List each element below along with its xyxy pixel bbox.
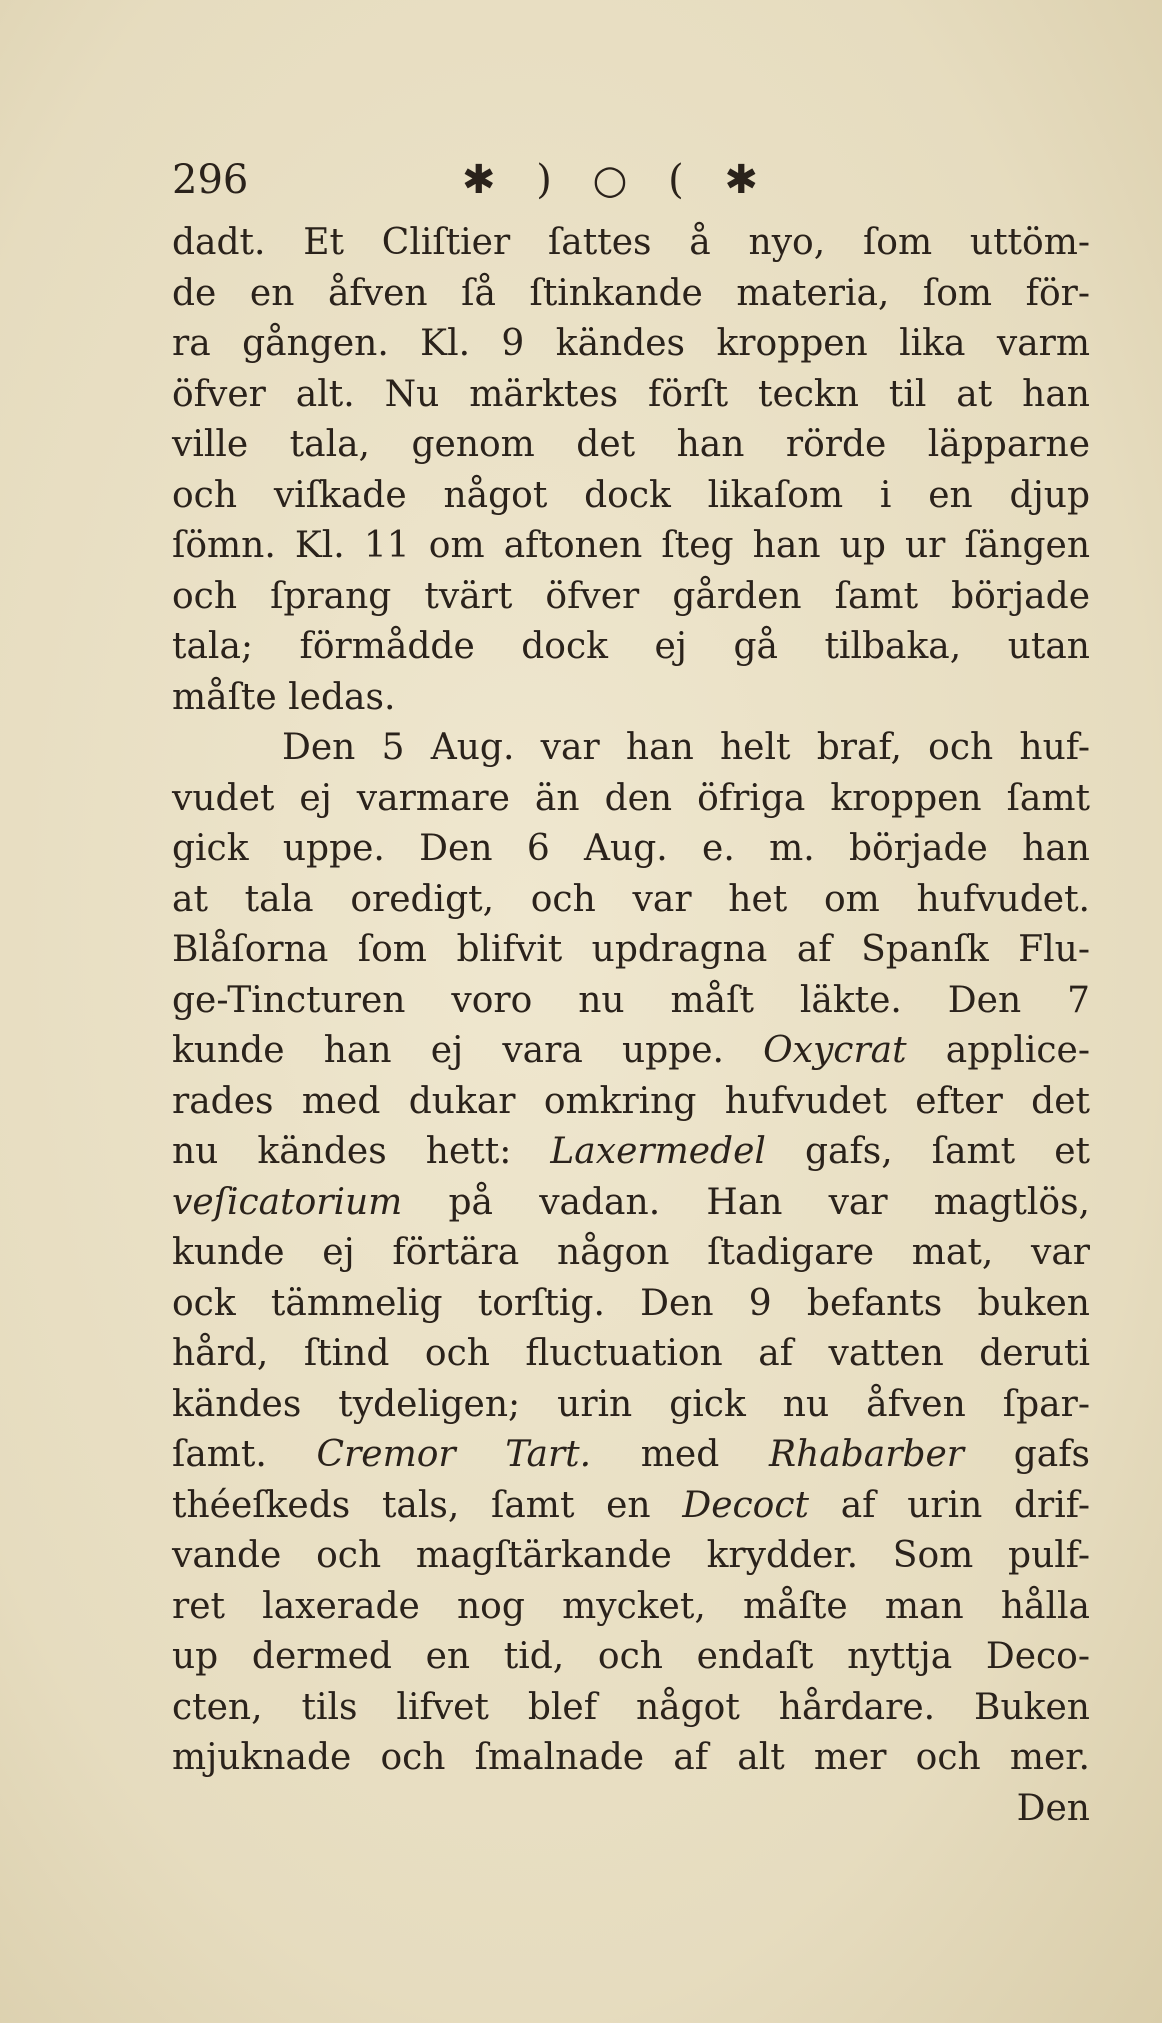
text-segment: på vadan. Han var magtlös, bbox=[448, 1181, 1090, 1223]
text-line: och ſprang tvärt öfver gården ſamt började bbox=[172, 575, 1090, 617]
text-segment: gafs bbox=[1013, 1434, 1090, 1475]
text-segment: gafs, ſamt et bbox=[804, 1131, 1090, 1172]
text-line: vudet ej varmare än den öfriga kroppen ſamt bbox=[172, 777, 1090, 819]
latin-term: Oxycrat bbox=[763, 1030, 907, 1071]
text-line bbox=[172, 1481, 1090, 1532]
text-line: vande och magſtärkande krydder. Som pulf- bbox=[172, 1535, 1090, 1576]
text-line: ge-Tincturen voro nu måſt läkte. Den 7 bbox=[172, 979, 1090, 1021]
latin-term: Decoct bbox=[682, 1484, 809, 1526]
latin-term: Laxermedel bbox=[550, 1131, 766, 1172]
text-line: gick uppe. Den 6 Aug. e. m. började han bbox=[172, 828, 1090, 869]
text-line bbox=[172, 1127, 1090, 1178]
text-line: Den 5 Aug. var han helt braf, och huf- bbox=[282, 727, 1090, 768]
latin-term: Cremor Tart. bbox=[316, 1434, 592, 1475]
text-line: kändes tydeligen; urin gick nu åfven ſpar- bbox=[172, 1383, 1090, 1425]
latin-term: veſicatorium bbox=[172, 1181, 403, 1223]
text-segment: med bbox=[640, 1434, 720, 1475]
text-line: hård, ſtind och fluctuation af vatten deruti bbox=[172, 1333, 1090, 1374]
text-line: Blåſorna ſom blifvit updragna af Spanſk Flu- bbox=[172, 929, 1090, 970]
text-line bbox=[172, 1430, 1090, 1481]
text-line: at tala oredigt, och var het om hufvudet. bbox=[172, 878, 1090, 920]
text-line: och viſkade något dock likaſom i en djup bbox=[172, 474, 1090, 516]
text-line: cten, tils lifvet blef något hårdare. Buken bbox=[172, 1686, 1090, 1728]
text-line: öfver alt. Nu märktes förſt teckn til at han bbox=[172, 373, 1090, 415]
text-line: mjuknade och ſmalnade af alt mer och mer. bbox=[172, 1737, 1090, 1778]
text-segment: ſamt. bbox=[172, 1434, 267, 1475]
text-line: ret laxerade nog mycket, måſte man hålla bbox=[172, 1585, 1090, 1627]
text-line: ſömn. Kl. 11 om aftonen ſteg han up ur ſängen bbox=[172, 525, 1090, 566]
text-segment: kunde han ej vara uppe. bbox=[172, 1030, 724, 1071]
text-line: dadt. Et Cliſtier ſattes å nyo, ſom uttöm- bbox=[172, 222, 1090, 263]
catchword: Den bbox=[1016, 1787, 1090, 1829]
text-line: de en åfven ſå ſtinkande materia, ſom för- bbox=[172, 272, 1090, 314]
text-line: tala; förmådde dock ej gå tilbaka, utan bbox=[172, 626, 1090, 667]
text-line: rades med dukar omkring hufvudet efter det bbox=[172, 1080, 1090, 1122]
body-text bbox=[172, 218, 1090, 1834]
page-number: 296 bbox=[172, 157, 249, 203]
running-head-ornament: ✱ ) ○ ( ✱ bbox=[462, 157, 773, 203]
text-line: kunde ej förtära någon ſtadigare mat, var bbox=[172, 1232, 1090, 1273]
page-header bbox=[172, 150, 832, 210]
text-line: ock tämmelig torſtig. Den 9 befants buken bbox=[172, 1282, 1090, 1324]
text-segment: nu kändes hett: bbox=[172, 1131, 512, 1172]
text-line: ra gången. Kl. 9 kändes kroppen lika varm bbox=[172, 323, 1090, 364]
text-segment: théeſkeds tals, ſamt en bbox=[172, 1484, 651, 1526]
text-segment: af urin drif- bbox=[840, 1484, 1090, 1526]
text-line: måſte ledas. bbox=[172, 676, 396, 718]
text-line bbox=[172, 1178, 1090, 1229]
text-line bbox=[172, 1026, 1090, 1077]
latin-term: Rhabarber bbox=[768, 1434, 964, 1475]
text-line: ville tala, genom det han rörde läpparne bbox=[172, 424, 1090, 465]
text-line: up dermed en tid, och endaſt nyttja Deco- bbox=[172, 1636, 1090, 1677]
text-segment: applice- bbox=[945, 1030, 1091, 1071]
